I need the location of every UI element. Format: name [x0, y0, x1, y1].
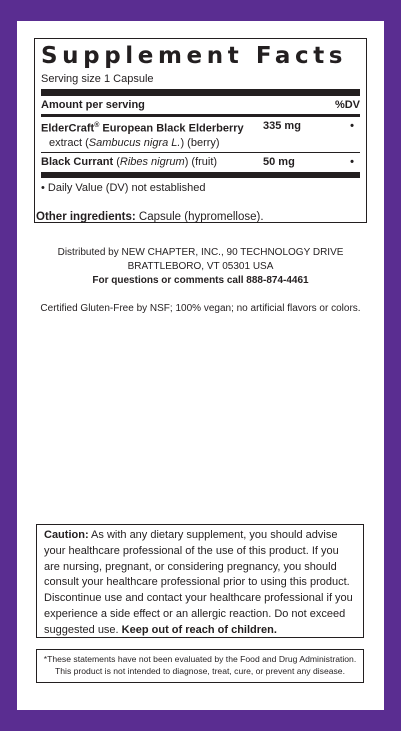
contact-line: For questions or comments call 888-874-4461 [92, 275, 309, 286]
other-ingredients-label: Other ingredients: [36, 211, 136, 223]
ingredient-name-rest: European Black Elderberry [99, 122, 244, 135]
facts-title: Supplement Facts [41, 43, 348, 69]
ingredient-amount: 50 mg [263, 155, 295, 168]
caution-box [36, 524, 364, 638]
serving-size: Serving size 1 Capsule [41, 73, 154, 85]
dv-header: %DV [334, 99, 360, 111]
ingredient-latin: Sambucus nigra L. [88, 136, 181, 149]
ingredient-desc-pre: extract ( [49, 136, 89, 149]
certification-text: Certified Gluten-Free by NSF; 100% vegan; no artificial flavors or colors. [40, 303, 361, 314]
header-row [41, 97, 360, 114]
ingredient-desc-pre: ( [113, 155, 120, 168]
caution-label: Caution: [44, 529, 89, 541]
ingredient-name: ElderCraft [41, 122, 95, 135]
disclaimer-line-1: *These statements have not been evaluated by the Food and Drug Administration. [43, 654, 357, 664]
ingredient-row-black-currant [41, 153, 360, 171]
ingredient-dv: • [350, 120, 354, 132]
ingredient-latin: Ribes nigrum [119, 155, 185, 168]
distributor-address: BRATTLEBORO, VT 05301 USA [127, 261, 274, 272]
other-ingredients [36, 210, 264, 224]
disclaimer-line-2: This product is not intended to diagnose, treat, cure, or prevent any disease. [55, 666, 345, 676]
registered-mark: ® [94, 122, 100, 129]
divider-thick [41, 89, 360, 96]
label-panel [17, 21, 384, 710]
other-ingredients-text: Capsule (hypromellose). [135, 211, 264, 223]
caution-keep-away: Keep out of reach of children. [121, 623, 277, 636]
caution-text: As with any dietary supplement, you should advise your healthcare professional of the use of this product. If you are nursing, pregnant, or considering pregnancy, you should consult your healthcare professional prior to using this product. Discontinue use and contact your healthcare professional if you experience a side effect or an allergic reaction. Do not exceed suggested use. [44, 529, 353, 636]
fda-disclaimer [36, 649, 364, 683]
ingredient-dv: • [350, 155, 354, 168]
distributor-line: Distributed by NEW CHAPTER, INC., 90 TECHNOLOGY DRIVE [57, 247, 344, 258]
dv-footnote: • Daily Value (DV) not established [41, 181, 206, 194]
supplement-facts-panel [34, 38, 367, 223]
ingredient-desc-post: ) (berry) [180, 136, 220, 149]
ingredient-amount: 335 mg [263, 120, 301, 132]
ingredient-desc-post: ) (fruit) [184, 155, 218, 168]
amount-per-serving-label: Amount per serving [41, 99, 145, 111]
ingredient-row-elderberry [41, 117, 360, 152]
ingredient-name: Black Currant [41, 155, 114, 168]
